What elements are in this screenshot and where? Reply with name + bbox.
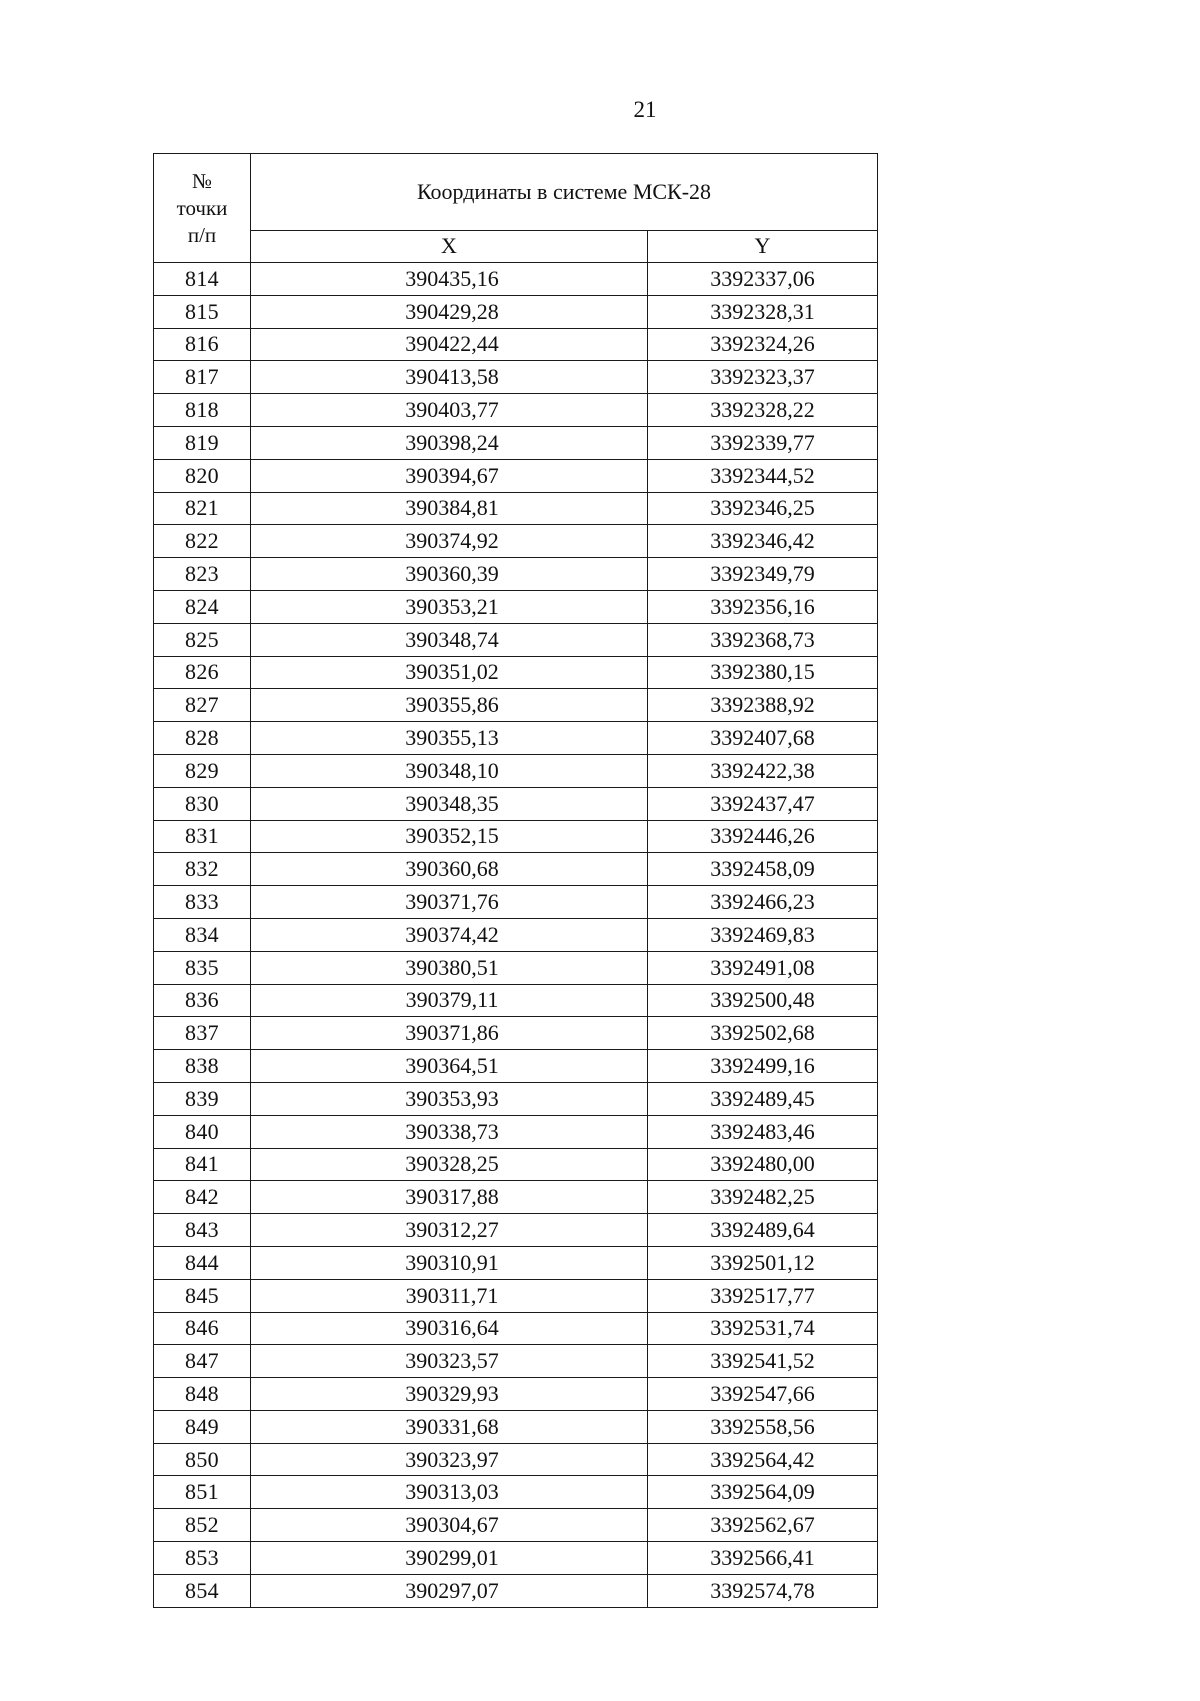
table-row — [154, 1476, 878, 1509]
y-coordinate-cell: 3392480,00 — [648, 1148, 878, 1181]
table-row — [154, 1115, 878, 1148]
table-row — [154, 1148, 878, 1181]
y-coordinate-cell: 3392437,47 — [648, 787, 878, 820]
x-coordinate-cell: 390360,68 — [251, 853, 648, 886]
point-number-cell: 840 — [154, 1115, 251, 1148]
x-coordinate-cell: 390371,86 — [251, 1017, 648, 1050]
y-coordinate-cell: 3392339,77 — [648, 426, 878, 459]
y-coordinate-cell: 3392380,15 — [648, 656, 878, 689]
table-row — [154, 459, 878, 492]
y-coordinate-cell: 3392547,66 — [648, 1378, 878, 1411]
point-number-cell: 851 — [154, 1476, 251, 1509]
table-row — [154, 984, 878, 1017]
table-row — [154, 394, 878, 427]
point-number-cell: 825 — [154, 623, 251, 656]
x-column-header: X — [251, 230, 648, 262]
table-row — [154, 328, 878, 361]
x-coordinate-cell: 390323,57 — [251, 1345, 648, 1378]
y-coordinate-cell: 3392324,26 — [648, 328, 878, 361]
table-row — [154, 361, 878, 394]
table-header — [154, 154, 878, 263]
table-row — [154, 951, 878, 984]
x-coordinate-cell: 390338,73 — [251, 1115, 648, 1148]
table-row — [154, 754, 878, 787]
y-coordinate-cell: 3392422,38 — [648, 754, 878, 787]
x-coordinate-cell: 390360,39 — [251, 558, 648, 591]
point-number-cell: 847 — [154, 1345, 251, 1378]
x-coordinate-cell: 390380,51 — [251, 951, 648, 984]
x-coordinate-cell: 390297,07 — [251, 1574, 648, 1607]
y-coordinate-cell: 3392328,22 — [648, 394, 878, 427]
x-coordinate-cell: 390371,76 — [251, 886, 648, 919]
point-number-cell: 822 — [154, 525, 251, 558]
x-coordinate-cell: 390435,16 — [251, 263, 648, 296]
y-column-header: Y — [648, 230, 878, 262]
point-number-cell: 834 — [154, 918, 251, 951]
y-coordinate-cell: 3392574,78 — [648, 1574, 878, 1607]
y-coordinate-cell: 3392344,52 — [648, 459, 878, 492]
point-number-cell: 836 — [154, 984, 251, 1017]
x-coordinate-cell: 390323,97 — [251, 1443, 648, 1476]
x-coordinate-cell: 390353,93 — [251, 1082, 648, 1115]
table-row — [154, 426, 878, 459]
y-coordinate-cell: 3392483,46 — [648, 1115, 878, 1148]
y-coordinate-cell: 3392323,37 — [648, 361, 878, 394]
point-number-cell: 820 — [154, 459, 251, 492]
x-coordinate-cell: 390348,74 — [251, 623, 648, 656]
point-number-cell: 826 — [154, 656, 251, 689]
point-number-cell: 827 — [154, 689, 251, 722]
x-coordinate-cell: 390312,27 — [251, 1214, 648, 1247]
table-row — [154, 1214, 878, 1247]
x-coordinate-cell: 390374,92 — [251, 525, 648, 558]
table-row — [154, 492, 878, 525]
y-coordinate-cell: 3392558,56 — [648, 1410, 878, 1443]
header-row-axes — [154, 230, 878, 262]
table-row — [154, 820, 878, 853]
y-coordinate-cell: 3392446,26 — [648, 820, 878, 853]
x-coordinate-cell: 390316,64 — [251, 1312, 648, 1345]
table-row — [154, 1443, 878, 1476]
point-number-header — [154, 154, 251, 263]
y-coordinate-cell: 3392502,68 — [648, 1017, 878, 1050]
y-coordinate-cell: 3392328,31 — [648, 295, 878, 328]
x-coordinate-cell: 390355,86 — [251, 689, 648, 722]
x-coordinate-cell: 390384,81 — [251, 492, 648, 525]
point-number-cell: 824 — [154, 590, 251, 623]
point-number-cell: 831 — [154, 820, 251, 853]
y-coordinate-cell: 3392499,16 — [648, 1050, 878, 1083]
table-row — [154, 1542, 878, 1575]
point-number-cell: 852 — [154, 1509, 251, 1542]
y-coordinate-cell: 3392531,74 — [648, 1312, 878, 1345]
point-number-cell: 841 — [154, 1148, 251, 1181]
point-number-header-line-2: точки — [176, 195, 228, 220]
y-coordinate-cell: 3392564,09 — [648, 1476, 878, 1509]
table-row — [154, 525, 878, 558]
point-number-cell: 838 — [154, 1050, 251, 1083]
x-coordinate-cell: 390317,88 — [251, 1181, 648, 1214]
y-coordinate-cell: 3392562,67 — [648, 1509, 878, 1542]
point-number-header-line-1: № — [191, 168, 213, 193]
point-number-cell: 828 — [154, 722, 251, 755]
point-number-cell: 815 — [154, 295, 251, 328]
page-number: 21 — [633, 97, 657, 122]
y-coordinate-cell: 3392337,06 — [648, 263, 878, 296]
point-number-cell: 837 — [154, 1017, 251, 1050]
point-number-cell: 833 — [154, 886, 251, 919]
point-number-cell: 832 — [154, 853, 251, 886]
y-coordinate-cell: 3392491,08 — [648, 951, 878, 984]
table-row — [154, 1378, 878, 1411]
table-row — [154, 1410, 878, 1443]
table-row — [154, 1574, 878, 1607]
y-coordinate-cell: 3392466,23 — [648, 886, 878, 919]
x-coordinate-cell: 390353,21 — [251, 590, 648, 623]
table-row — [154, 1050, 878, 1083]
point-number-cell: 850 — [154, 1443, 251, 1476]
point-number-cell: 845 — [154, 1279, 251, 1312]
y-coordinate-cell: 3392541,52 — [648, 1345, 878, 1378]
point-number-cell: 843 — [154, 1214, 251, 1247]
point-number-header-line-3: п/п — [187, 222, 217, 247]
y-coordinate-cell: 3392489,45 — [648, 1082, 878, 1115]
x-coordinate-cell: 390329,93 — [251, 1378, 648, 1411]
y-coordinate-cell: 3392458,09 — [648, 853, 878, 886]
y-coordinate-cell: 3392368,73 — [648, 623, 878, 656]
y-coordinate-cell: 3392407,68 — [648, 722, 878, 755]
table-row — [154, 689, 878, 722]
y-coordinate-cell: 3392566,41 — [648, 1542, 878, 1575]
point-number-cell: 835 — [154, 951, 251, 984]
x-coordinate-cell: 390403,77 — [251, 394, 648, 427]
x-coordinate-cell: 390422,44 — [251, 328, 648, 361]
x-coordinate-cell: 390379,11 — [251, 984, 648, 1017]
point-number-cell: 854 — [154, 1574, 251, 1607]
x-coordinate-cell: 390348,10 — [251, 754, 648, 787]
point-number-cell: 844 — [154, 1246, 251, 1279]
point-number-cell: 830 — [154, 787, 251, 820]
point-number-cell: 829 — [154, 754, 251, 787]
x-coordinate-cell: 390299,01 — [251, 1542, 648, 1575]
y-coordinate-cell: 3392346,42 — [648, 525, 878, 558]
table-row — [154, 722, 878, 755]
point-number-cell: 846 — [154, 1312, 251, 1345]
table-row — [154, 1279, 878, 1312]
x-coordinate-cell: 390374,42 — [251, 918, 648, 951]
table-body — [154, 263, 878, 1608]
point-number-cell: 817 — [154, 361, 251, 394]
x-coordinate-cell: 390313,03 — [251, 1476, 648, 1509]
y-coordinate-cell: 3392501,12 — [648, 1246, 878, 1279]
point-number-cell: 823 — [154, 558, 251, 591]
y-coordinate-cell: 3392356,16 — [648, 590, 878, 623]
point-number-cell: 853 — [154, 1542, 251, 1575]
point-number-cell: 849 — [154, 1410, 251, 1443]
table-row — [154, 1082, 878, 1115]
y-coordinate-cell: 3392564,42 — [648, 1443, 878, 1476]
x-coordinate-cell: 390429,28 — [251, 295, 648, 328]
table-row — [154, 623, 878, 656]
x-coordinate-cell: 390364,51 — [251, 1050, 648, 1083]
y-coordinate-cell: 3392346,25 — [648, 492, 878, 525]
y-coordinate-cell: 3392469,83 — [648, 918, 878, 951]
coordinates-system-header: Координаты в системе МСК-28 — [251, 154, 878, 231]
y-coordinate-cell: 3392489,64 — [648, 1214, 878, 1247]
y-coordinate-cell: 3392482,25 — [648, 1181, 878, 1214]
table-row — [154, 1246, 878, 1279]
x-coordinate-cell: 390331,68 — [251, 1410, 648, 1443]
table-row — [154, 1181, 878, 1214]
table-row — [154, 558, 878, 591]
y-coordinate-cell: 3392349,79 — [648, 558, 878, 591]
x-coordinate-cell: 390348,35 — [251, 787, 648, 820]
table-row — [154, 1345, 878, 1378]
x-coordinate-cell: 390352,15 — [251, 820, 648, 853]
table-row — [154, 263, 878, 296]
point-number-cell: 816 — [154, 328, 251, 361]
point-number-cell: 842 — [154, 1181, 251, 1214]
point-number-cell: 814 — [154, 263, 251, 296]
x-coordinate-cell: 390304,67 — [251, 1509, 648, 1542]
table-row — [154, 590, 878, 623]
table-row — [154, 1017, 878, 1050]
x-coordinate-cell: 390351,02 — [251, 656, 648, 689]
table-row — [154, 918, 878, 951]
coordinates-table — [153, 153, 878, 1608]
table-row — [154, 1312, 878, 1345]
x-coordinate-cell: 390398,24 — [251, 426, 648, 459]
table-row — [154, 1509, 878, 1542]
table-row — [154, 295, 878, 328]
table-row — [154, 656, 878, 689]
x-coordinate-cell: 390394,67 — [251, 459, 648, 492]
point-number-cell: 819 — [154, 426, 251, 459]
table-row — [154, 886, 878, 919]
point-number-cell: 848 — [154, 1378, 251, 1411]
point-number-cell: 839 — [154, 1082, 251, 1115]
header-row-top — [154, 154, 878, 231]
x-coordinate-cell: 390311,71 — [251, 1279, 648, 1312]
x-coordinate-cell: 390328,25 — [251, 1148, 648, 1181]
x-coordinate-cell: 390355,13 — [251, 722, 648, 755]
table-row — [154, 787, 878, 820]
table-row — [154, 853, 878, 886]
y-coordinate-cell: 3392500,48 — [648, 984, 878, 1017]
y-coordinate-cell: 3392517,77 — [648, 1279, 878, 1312]
x-coordinate-cell: 390413,58 — [251, 361, 648, 394]
x-coordinate-cell: 390310,91 — [251, 1246, 648, 1279]
y-coordinate-cell: 3392388,92 — [648, 689, 878, 722]
point-number-cell: 821 — [154, 492, 251, 525]
point-number-cell: 818 — [154, 394, 251, 427]
